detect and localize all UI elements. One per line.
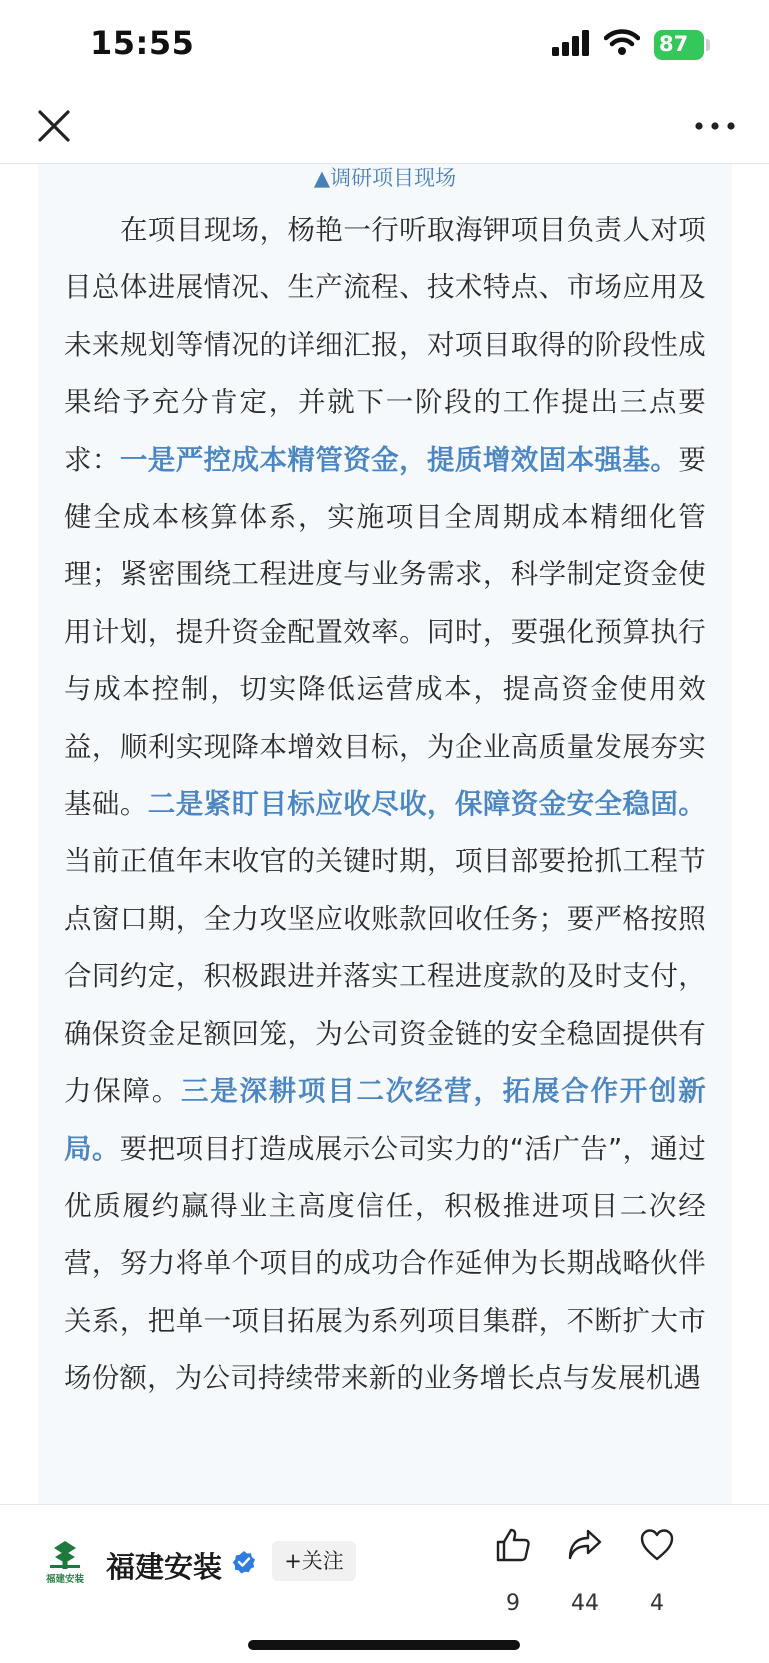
favorite-button[interactable]	[622, 1527, 692, 1619]
requirement-three-title: 三是深耕项目二次经营，拓展合作开创新局。	[64, 1075, 706, 1165]
signal-icon	[552, 30, 592, 56]
follow-button[interactable]	[272, 1541, 356, 1581]
logo-text: 福建安装	[45, 1574, 85, 1585]
battery-level: 87	[659, 32, 689, 56]
requirement-two-title: 二是紧盯目标应收尽收，保障资金安全稳固。	[147, 788, 707, 821]
requirement-three-body: 要把项目打造成展示公司实力的“活广告”，通过优质履约赢得业主高度信任，积极推进项目二次经营，努力将单个项目的成功合作延伸为长期战略伙伴关系，把单一项目拓展为系列项目集群，不断扩大市场份额，为公司持续带来新的业务增长点与发展机遇	[64, 1132, 706, 1395]
article-content[interactable]	[38, 164, 732, 1504]
paragraph-intro: 在项目现场，杨艳一行听取海钾项目负责人对项目总体进展情况、生产流程、技术特点、市场应用及未来规划等情况的详细汇报，对项目取得的阶段性成果给予充分肯定，并就下一阶段的工作提出三点要求：	[64, 214, 706, 476]
like-count: 9	[506, 1591, 520, 1616]
wifi-icon	[604, 28, 640, 56]
thumbs-up-icon	[495, 1527, 531, 1563]
close-icon	[34, 106, 74, 146]
follow-label: +关注	[284, 1549, 344, 1573]
image-caption: ▲调研项目现场	[313, 166, 457, 190]
account-name[interactable]: 福建安装	[106, 1550, 223, 1584]
requirement-two-body: 当前正值年末收官的关键时期，项目部要抢抓工程节点窗口期，全力攻坚应收账款回收任务；要严格按照合同约定，积极跟进并落实工程进度款的及时支付，确保资金足额回笼，为公司资金链的安全稳固提供有力保障。	[64, 845, 706, 1108]
status-bar	[0, 0, 769, 92]
like-button[interactable]	[478, 1527, 548, 1619]
requirement-one-title: 一是严控成本精管资金，提质增效固本强基。	[119, 443, 679, 476]
battery-icon	[654, 30, 710, 60]
article-paragraph	[64, 202, 706, 1408]
heart-icon	[639, 1527, 675, 1563]
share-icon	[567, 1527, 603, 1563]
close-button[interactable]	[34, 106, 74, 146]
status-time: 15:55	[90, 24, 195, 62]
share-count: 44	[571, 1591, 599, 1616]
requirement-one-body: 要健全成本核算体系，实施项目全周期成本精细化管理；紧密围绕工程进度与业务需求，科学制定资金使用计划，提升资金配置效率。同时，要强化预算执行与成本控制，切实降低运营成本，提高资金使用效益，顺利实现降本增效目标，为企业高质量发展夯实基础。	[64, 443, 707, 821]
verified-badge-icon	[232, 1550, 256, 1574]
more-icon	[692, 106, 738, 146]
nav-bar	[0, 92, 769, 164]
favorite-count: 4	[650, 1591, 664, 1616]
battery-tip	[706, 39, 710, 51]
home-indicator[interactable]	[248, 1640, 520, 1650]
account-logo[interactable]	[42, 1539, 88, 1589]
more-button[interactable]	[692, 106, 738, 146]
share-button[interactable]	[550, 1527, 620, 1619]
